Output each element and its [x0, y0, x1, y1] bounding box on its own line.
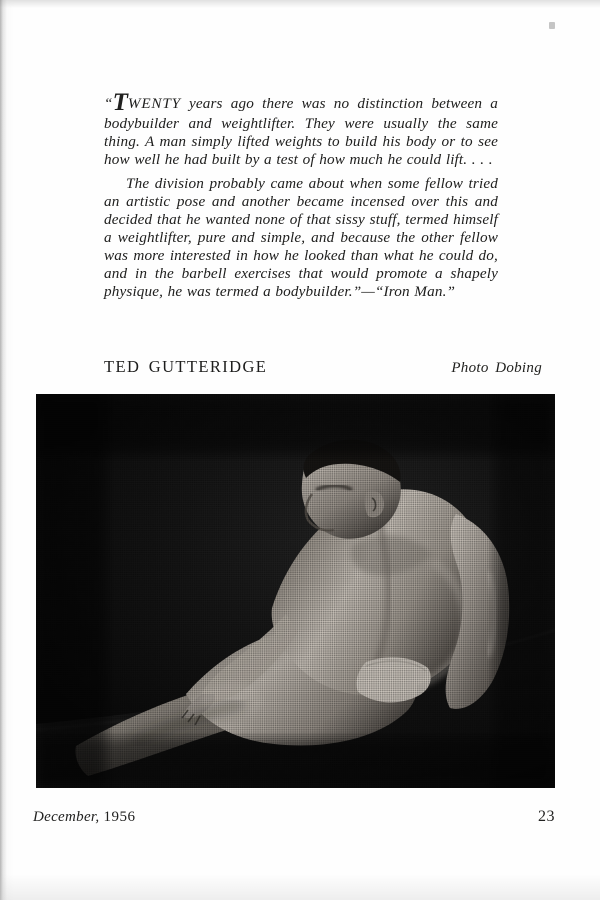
footer-year: 1956 — [103, 809, 136, 825]
scan-speck-artifact — [549, 22, 555, 29]
lead-word-remainder: WENTY — [127, 95, 181, 112]
scan-shadow-top — [0, 0, 600, 8]
scan-shadow-left — [0, 0, 14, 900]
subject-name: TED GUTTERIDGE — [104, 357, 268, 376]
scan-shadow-bottom — [0, 874, 600, 900]
opening-quote: “ — [104, 95, 113, 112]
bodybuilder-photograph — [36, 394, 555, 788]
paragraph-1-body: years ago there was no distinction between a bodybuilder and weightlifter. They were usually the same thing. A man simply lifted weights to build his body or to see how well he had built by a test of how much he could lift. . . . — [104, 95, 498, 168]
footer-month: December, — [33, 809, 100, 825]
photograph-artwork — [36, 394, 555, 788]
article-text-block — [104, 89, 498, 301]
article-paragraph-2: The division probably came about when some fellow tried an artistic pose and another became incensed over this and decided that he wanted none of that sissy stuff, termed himself a weightlifter, pure and simple, and because the other fellow was more interested in how he looked than what he could do, and in the barbell exercises that would promote a shapely physique, he was termed a bodybuilder.”—“Iron Man.” — [104, 174, 498, 301]
drop-cap-letter: T — [112, 89, 128, 116]
photo-credit-line — [104, 357, 542, 377]
page-number: 23 — [538, 808, 555, 825]
footer-issue-date — [33, 809, 135, 826]
article-paragraph-1 — [104, 89, 498, 169]
photographer-credit: Photo Dobing — [451, 360, 542, 376]
